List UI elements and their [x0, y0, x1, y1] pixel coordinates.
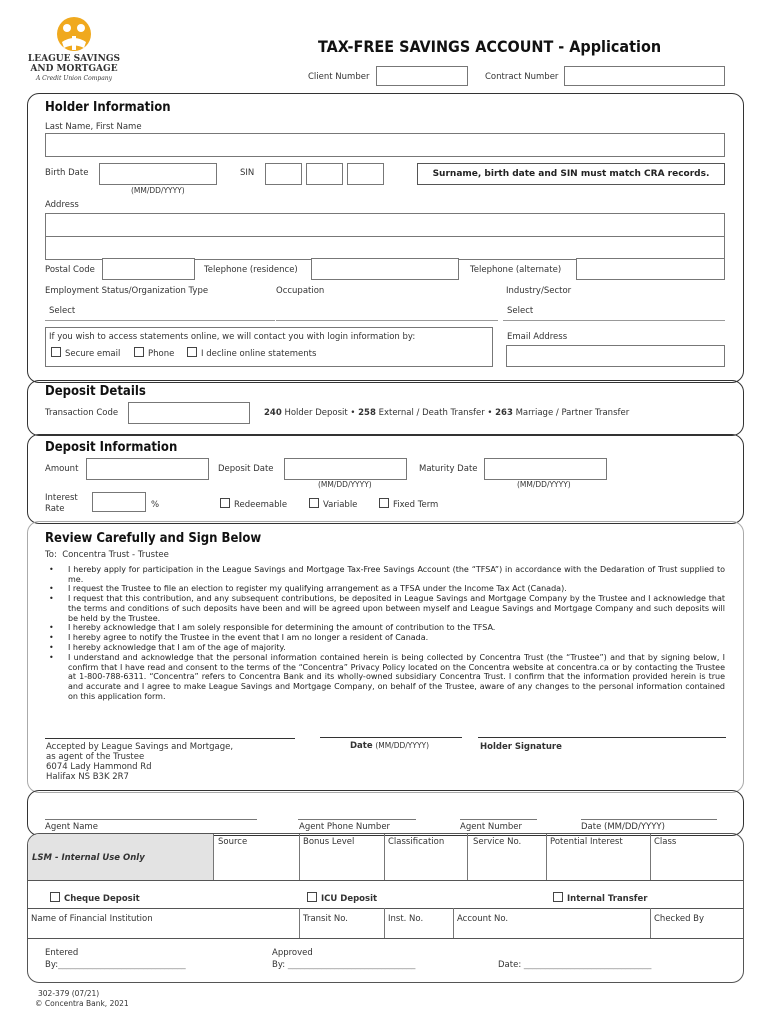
phone-checkbox[interactable] [134, 347, 144, 357]
occupation-field[interactable] [276, 299, 498, 321]
row-divider [28, 908, 743, 909]
agent-name-label: Agent Name [45, 822, 98, 832]
tel-alternate-field[interactable] [576, 258, 725, 280]
maturity-date-field[interactable] [484, 458, 607, 480]
col-divider [299, 908, 300, 938]
code-240: 240 [264, 408, 282, 418]
icu-checkbox[interactable] [307, 892, 317, 902]
transaction-code-field[interactable] [128, 402, 250, 424]
maturity-date-format: (MM/DD/YYYY) [517, 480, 571, 489]
lsm-internal-label: LSM - Internal Use Only [32, 853, 145, 863]
sin-field-3[interactable] [347, 163, 384, 185]
deposit-info-heading: Deposit Information [45, 440, 178, 455]
copyright: © Concentra Bank, 2021 [35, 999, 129, 1008]
accepted-line-4: Halifax NS B3K 2R7 [46, 772, 129, 782]
industry-label: Industry/Sector [506, 286, 572, 296]
entered-label: Entered [45, 948, 79, 958]
variable-label: Variable [323, 500, 358, 510]
opt-cheque-deposit[interactable] [50, 892, 140, 904]
approved-label: Approved [272, 948, 313, 958]
declaration-item: • I request that this contribution, and any subsequent contributions, be deposited in League Savings and Mortgage Company by the Trustee and I acknowledge that the terms and conditions of such deposits have been and will be agreed upon between myself and League Savings and Mortgage Company and such deposits will be held by the Trustee. [45, 594, 725, 623]
code-263-text: Marriage / Partner Transfer [512, 408, 630, 418]
approved-date-line[interactable]: ______________________________ [523, 960, 652, 970]
col-divider [384, 834, 385, 880]
col-divider [650, 908, 651, 938]
secure-email-checkbox[interactable] [51, 347, 61, 357]
sin-field-2[interactable] [306, 163, 343, 185]
agent-name-line[interactable] [45, 819, 257, 820]
code-240-text: Holder Deposit • [281, 408, 359, 418]
col-divider [384, 908, 385, 938]
signature-line[interactable] [478, 737, 726, 738]
logo-line-1: LEAGUE SAVINGS [27, 54, 121, 64]
birth-date-label: Birth Date [45, 168, 89, 178]
occupation-label: Occupation [276, 286, 325, 296]
review-heading: Review Carefully and Sign Below [45, 531, 262, 546]
agent-phone-label: Agent Phone Number [299, 822, 391, 832]
client-number-field[interactable] [376, 66, 468, 86]
declaration-item: • I understand and acknowledge that the personal information contained herein is being collected by Concentra Trust (the “Trustee”) and that by signing below, I confirm that I have read and consent to the terms of the “Concentra” Privacy Policy located on the Concentra website at concentra.ca or by contacting the Trustee at 1-800-788-6311. “Concentra” refers to Concentra Bank and its wholly-owned subsidiary Concentra Trust. I confirm that the information provided herein is true and accurate and I agree to make League Savings and Mortgage Company, on behalf of the Trustee, aware of any changes to the personal information contained on this application form. [45, 653, 725, 701]
accepted-line-3: 6074 Lady Hammond Rd [46, 762, 152, 772]
decline-checkbox[interactable] [187, 347, 197, 357]
account-label: Account No. [457, 914, 509, 924]
address-field-1[interactable] [45, 213, 725, 237]
potential-interest-label: Potential Interest [550, 837, 623, 847]
holder-heading: Holder Information [45, 100, 171, 115]
internal-transfer-checkbox[interactable] [553, 892, 563, 902]
opt-internal-transfer[interactable] [553, 892, 647, 904]
agent-number-label: Agent Number [460, 822, 523, 832]
approved-by [272, 960, 415, 970]
declaration-item: • I request the Trustee to file an election to register my qualifying arrangement as a TFSA under the Income Tax Act (Canada). [45, 584, 725, 594]
decline-label: I decline online statements [201, 349, 317, 359]
client-number-label: Client Number [308, 72, 370, 82]
opt-redeemable[interactable] [220, 498, 287, 510]
declaration-item: • I hereby agree to notify the Trustee in the event that I am no longer a resident of Canada. [45, 633, 725, 643]
employment-select[interactable] [45, 299, 275, 321]
to-value: Concentra Trust - Trustee [62, 550, 169, 560]
email-label: Email Address [507, 332, 568, 342]
approved-date-label: Date: [498, 960, 522, 970]
online-statement-text: If you wish to access statements online, we will contact you with login information by: [49, 332, 416, 342]
tel-alternate-label: Telephone (alternate) [470, 265, 562, 275]
interest-rate-field[interactable] [92, 492, 146, 512]
sign-date-label [350, 741, 429, 751]
cheque-label: Cheque Deposit [64, 894, 140, 904]
logo-tree-icon [26, 16, 122, 54]
date-line [320, 737, 462, 738]
redeemable-label: Redeemable [234, 500, 288, 510]
birth-date-field[interactable] [99, 163, 217, 185]
name-label: Last Name, First Name [45, 122, 142, 132]
industry-select[interactable] [503, 299, 725, 321]
agent-number-line[interactable] [460, 819, 537, 820]
logo [26, 16, 122, 86]
opt-secure-email[interactable] [51, 347, 120, 359]
sin-field-1[interactable] [265, 163, 302, 185]
col-divider [299, 834, 300, 880]
declaration-item: • I hereby apply for participation in the League Savings and Mortgage Tax-Free Savings Account (the “TFSA”) in accordance with the Dedaration of Trust supplied to me. [45, 565, 725, 584]
secure-email-label: Secure email [65, 349, 121, 359]
approved-date [498, 960, 651, 970]
inst-label: Inst. No. [388, 914, 424, 924]
holder-signature-label: Holder Signature [480, 742, 562, 752]
agent-phone-line[interactable] [298, 819, 416, 820]
variable-checkbox[interactable] [309, 498, 319, 508]
class-label: Class [654, 837, 677, 847]
interest-rate-label-1: Interest [45, 493, 78, 503]
declaration-item: • I hereby acknowledge that I am of the age of majority. [45, 643, 725, 653]
email-field[interactable] [506, 345, 725, 367]
opt-fixed-term[interactable] [379, 498, 438, 510]
fixed-term-label: Fixed Term [393, 500, 439, 510]
sin-label: SIN [240, 168, 255, 178]
entered-by-line[interactable]: ______________________________ [58, 960, 186, 970]
address-field-2[interactable] [45, 236, 725, 260]
sign-date-format: (MM/DD/YYYY) [375, 741, 430, 750]
amount-label: Amount [45, 464, 79, 474]
agent-date-label: Date (MM/DD/YYYY) [581, 822, 665, 832]
fixed-term-checkbox[interactable] [379, 498, 389, 508]
approved-by-line[interactable]: ______________________________ [287, 960, 416, 970]
postal-code-field[interactable] [102, 258, 195, 280]
entered-by-label: By: [45, 960, 59, 970]
deposit-date-field[interactable] [284, 458, 407, 480]
review-to [45, 550, 169, 560]
interest-rate-label-2: Rate [45, 504, 65, 514]
code-258: 258 [358, 408, 376, 418]
declaration-item: • I hereby acknowledge that I am solely responsible for determining the amount of contribution to the TFSA. [45, 623, 725, 633]
entered-by [45, 960, 186, 970]
sign-date-word: Date [350, 741, 373, 751]
col-divider [650, 834, 651, 880]
form-id: 302-379 (07/21) [38, 989, 100, 998]
icu-label: ICU Deposit [321, 894, 378, 904]
address-label: Address [45, 200, 79, 210]
page-title: TAX-FREE SAVINGS ACCOUNT - Application [318, 37, 662, 56]
approved-by-label: By: [272, 960, 286, 970]
row-divider [28, 880, 743, 881]
tel-residence-label: Telephone (residence) [204, 265, 298, 275]
redeemable-checkbox[interactable] [220, 498, 230, 508]
accepted-line [45, 738, 295, 739]
opt-decline[interactable] [187, 347, 316, 359]
service-label: Service No. [473, 837, 522, 847]
contract-number-field[interactable] [564, 66, 725, 86]
logo-tagline: A Credit Union Company [35, 75, 113, 82]
industry-select-value: Select [507, 306, 534, 316]
maturity-date-label: Maturity Date [419, 464, 478, 474]
code-258-text: External / Death Transfer • [375, 408, 496, 418]
code-263: 263 [495, 408, 513, 418]
source-label: Source [218, 837, 248, 847]
accepted-line-1: Accepted by League Savings and Mortgage, [46, 742, 234, 752]
classification-label: Classification [388, 837, 445, 847]
to-label: To: [45, 550, 57, 560]
col-divider [467, 834, 468, 880]
opt-variable[interactable] [309, 498, 357, 510]
cra-note: Surname, birth date and SIN must match CRA records. [417, 163, 725, 185]
phone-label: Phone [148, 349, 175, 359]
col-divider [453, 908, 454, 938]
opt-phone[interactable] [134, 347, 174, 359]
transaction-codes-legend [264, 408, 629, 418]
cheque-checkbox[interactable] [50, 892, 60, 902]
accepted-line-2: as agent of the Trustee [46, 752, 145, 762]
percent-sign: % [151, 500, 160, 510]
internal-transfer-label: Internal Transfer [567, 894, 648, 904]
transit-label: Transit No. [303, 914, 348, 924]
tel-residence-field[interactable] [311, 258, 459, 280]
amount-field[interactable] [86, 458, 209, 480]
employment-label: Employment Status/Organization Type [45, 286, 209, 296]
employment-select-value: Select [49, 306, 76, 316]
deposit-details-heading: Deposit Details [45, 384, 146, 399]
logo-line-2: AND MORTGAGE [30, 64, 118, 74]
deposit-date-format: (MM/DD/YYYY) [318, 480, 372, 489]
row-divider [28, 938, 743, 939]
birth-date-format: (MM/DD/YYYY) [131, 186, 185, 195]
transaction-code-label: Transaction Code [45, 408, 119, 418]
checked-by-label: Checked By [654, 914, 705, 924]
contract-number-label: Contract Number [485, 72, 559, 82]
deposit-date-label: Deposit Date [218, 464, 274, 474]
institution-label: Name of Financial Institution [31, 914, 153, 924]
col-divider [546, 834, 547, 880]
agent-date-line[interactable] [581, 819, 717, 820]
name-field[interactable] [45, 133, 725, 157]
declaration-list [45, 565, 725, 701]
bonus-label: Bonus Level [303, 837, 355, 847]
postal-code-label: Postal Code [45, 265, 95, 275]
opt-icu-deposit[interactable] [307, 892, 377, 904]
